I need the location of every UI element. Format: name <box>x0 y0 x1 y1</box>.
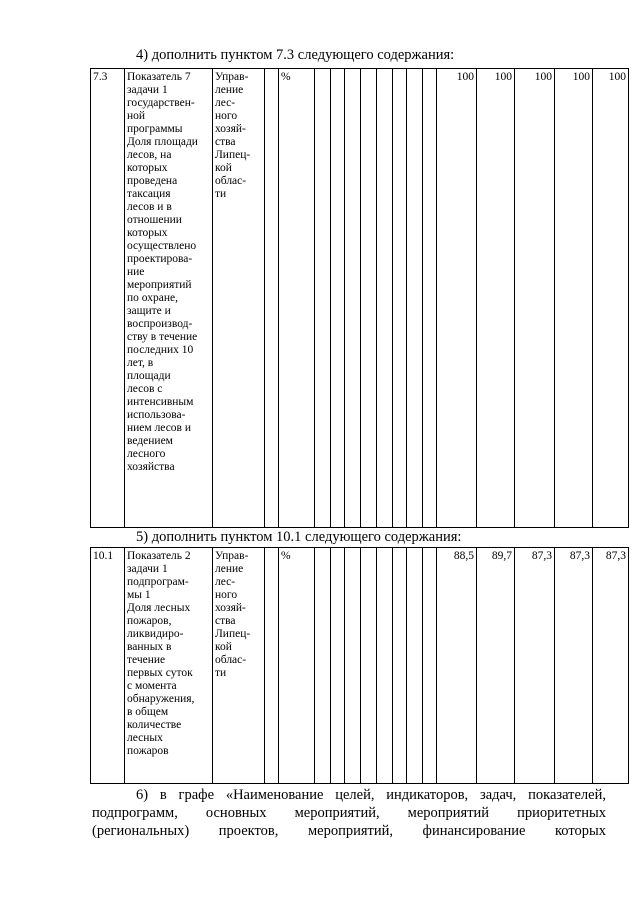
item5-heading: 5) дополнить пунктом 10.1 следующего содержания: <box>136 529 462 545</box>
value-cell: 100 <box>477 69 515 528</box>
value-cell: 100 <box>555 69 593 528</box>
item6-line: (региональных) проектов, мероприятий, финансирование которых <box>92 823 606 839</box>
empty-cell <box>345 548 361 784</box>
empty-cell <box>423 548 437 784</box>
value-cell: 89,7 <box>477 548 515 784</box>
value-cell: 88,5 <box>437 548 477 784</box>
indicator-name: Показатель 2 задачи 1 подпрограм- мы 1 Доля лесных пожаров, ликвидиро- ванных в течение первых суток с момента обнаружения, в общем количестве лесных пожаров <box>125 548 213 784</box>
item6-paragraph <box>92 786 606 840</box>
empty-cell <box>315 69 331 528</box>
indicator-name: Показатель 7 задачи 1 государствен- ной программы Доля площади лесов, на которых проведена таксация лесов и в отношении которых осуществлено проектирова- ние мероприятий по охране, защите и воспроизвод- ству в течение последних 10 лет, в площади лесов с интенсивным использова- нием лесов и ведением лесного хозяйства <box>125 69 213 528</box>
value-cell: 87,3 <box>555 548 593 784</box>
empty-cell <box>345 69 361 528</box>
item6-line: подпрограмм, основных мероприятий, мероприятий приоритетных <box>92 805 606 821</box>
value-cell: 100 <box>593 69 629 528</box>
unit: % <box>279 69 315 528</box>
unit: % <box>279 548 315 784</box>
row-code: 10.1 <box>91 548 125 784</box>
table-row-10-1 <box>90 547 629 784</box>
executor: Управ- ление лес- ного хозяй- ства Липец- кой облас- ти <box>213 548 265 784</box>
value-cell: 87,3 <box>593 548 629 784</box>
empty-cell <box>265 69 279 528</box>
value-cell: 100 <box>515 69 555 528</box>
empty-cell <box>265 548 279 784</box>
value-cell: 100 <box>437 69 477 528</box>
empty-cell <box>377 69 393 528</box>
empty-cell <box>393 69 407 528</box>
empty-cell <box>377 548 393 784</box>
empty-cell <box>407 548 423 784</box>
empty-cell <box>407 69 423 528</box>
executor: Управ- ление лес- ного хозяй- ства Липец- кой облас- ти <box>213 69 265 528</box>
empty-cell <box>361 69 377 528</box>
item6-line: 6) в графе «Наименование целей, индикаторов, задач, показателей, <box>136 787 606 803</box>
row-code: 7.3 <box>91 69 125 528</box>
empty-cell <box>393 548 407 784</box>
item4-heading: 4) дополнить пунктом 7.3 следующего содержания: <box>136 47 455 63</box>
empty-cell <box>361 548 377 784</box>
empty-cell <box>315 548 331 784</box>
empty-cell <box>331 69 345 528</box>
value-cell: 87,3 <box>515 548 555 784</box>
table-row-7-3 <box>90 68 629 528</box>
empty-cell <box>423 69 437 528</box>
empty-cell <box>331 548 345 784</box>
